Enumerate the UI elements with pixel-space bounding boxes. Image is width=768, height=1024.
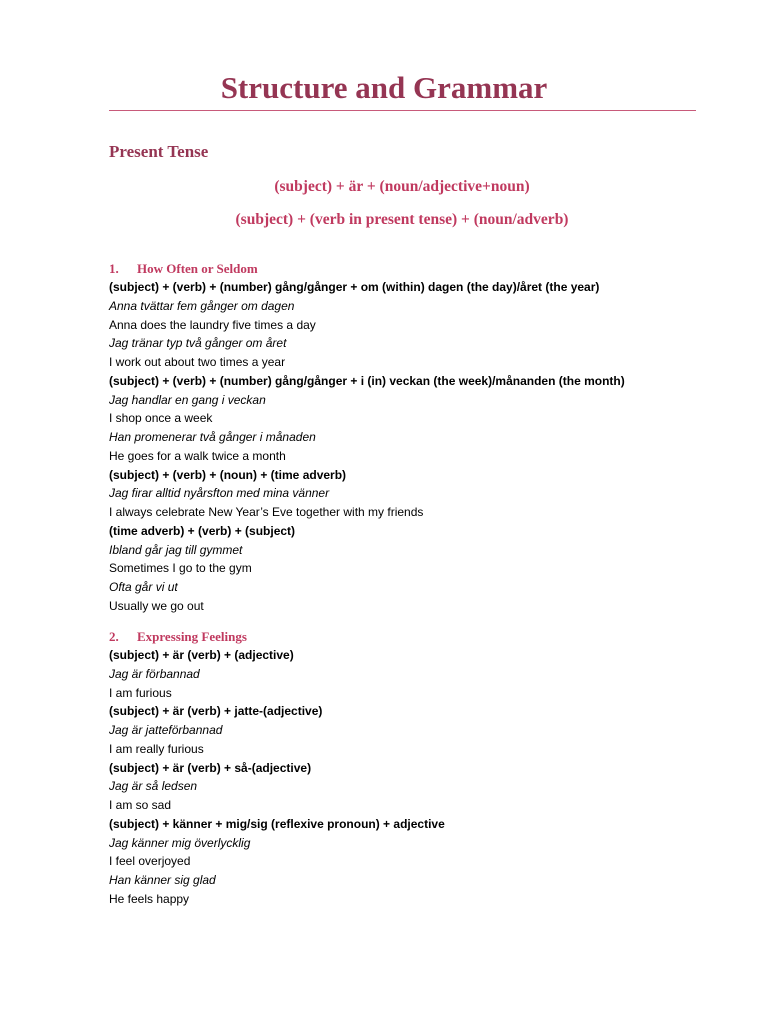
formula-line: (subject) + är + (noun/adjective+noun) xyxy=(274,178,530,195)
section-title-expressing-feelings xyxy=(109,629,247,645)
english-translation: Anna does the laundry five times a day xyxy=(109,317,316,332)
english-translation: I always celebrate New Year’s Eve together with my friends xyxy=(109,505,424,519)
formula-line: (subject) + (verb in present tense) + (noun/adverb) xyxy=(235,211,569,228)
english-translation: I feel overjoyed xyxy=(109,854,191,869)
section-number: 1. xyxy=(109,261,119,276)
swedish-example: Anna tvättar fem gånger om dagen xyxy=(109,298,295,313)
section-number: 2. xyxy=(109,629,119,644)
section-title-how-often xyxy=(109,261,258,277)
grammar-pattern: (subject) + (verb) + (number) gång/gånger + om (within) dagen (the day)/året (the year) xyxy=(109,280,600,294)
section-lines-expressing-feelings xyxy=(109,646,709,909)
title-underline xyxy=(109,110,696,111)
english-translation: I am furious xyxy=(109,685,172,700)
swedish-example: Jag är förbannad xyxy=(109,666,200,681)
swedish-example: Ofta går vi ut xyxy=(109,580,178,594)
swedish-example: Han känner sig glad xyxy=(109,873,216,887)
swedish-example: Jag handlar en gang i veckan xyxy=(109,392,266,407)
english-translation: I work out about two times a year xyxy=(109,355,286,369)
english-translation: Usually we go out xyxy=(109,598,204,613)
swedish-example: Jag är jatteförbannad xyxy=(109,723,223,737)
section-title-text: Expressing Feelings xyxy=(137,629,247,644)
grammar-pattern: (subject) + är (verb) + så-(adjective) xyxy=(109,760,312,775)
section-title-text: How Often or Seldom xyxy=(137,261,258,276)
english-translation: He goes for a walk twice a month xyxy=(109,448,286,463)
english-translation: Sometimes I go to the gym xyxy=(109,561,252,576)
section-lines-how-often xyxy=(109,278,709,616)
grammar-pattern: (subject) + (verb) + (noun) + (time adverb) xyxy=(109,467,347,482)
swedish-example: Jag känner mig överlycklig xyxy=(109,835,251,850)
grammar-pattern: (subject) + är (verb) + (adjective) xyxy=(109,648,294,662)
section-heading-present-tense: Present Tense xyxy=(109,142,209,161)
english-translation: I am so sad xyxy=(109,798,172,812)
swedish-example: Jag är så ledsen xyxy=(109,779,198,794)
grammar-pattern: (subject) + är (verb) + jatte-(adjective) xyxy=(109,704,323,719)
swedish-example: Jag firar alltid nyårsfton med mina vänner xyxy=(109,486,330,501)
grammar-pattern: (subject) + känner + mig/sig (reflexive pronoun) + adjective xyxy=(109,816,445,831)
document-title: Structure and Grammar xyxy=(220,70,548,105)
english-translation: He feels happy xyxy=(109,891,190,906)
swedish-example: Jag tränar typ två gånger om året xyxy=(109,336,287,351)
english-translation: I am really furious xyxy=(109,741,204,756)
swedish-example: Han promenerar två gånger i månaden xyxy=(109,430,316,444)
grammar-pattern: (subject) + (verb) + (number) gång/gånger + i (in) veckan (the week)/månanden (the month) xyxy=(109,373,625,388)
swedish-example: Ibland går jag till gymmet xyxy=(109,542,243,557)
english-translation: I shop once a week xyxy=(109,411,213,426)
grammar-pattern: (time adverb) + (verb) + (subject) xyxy=(109,523,296,538)
